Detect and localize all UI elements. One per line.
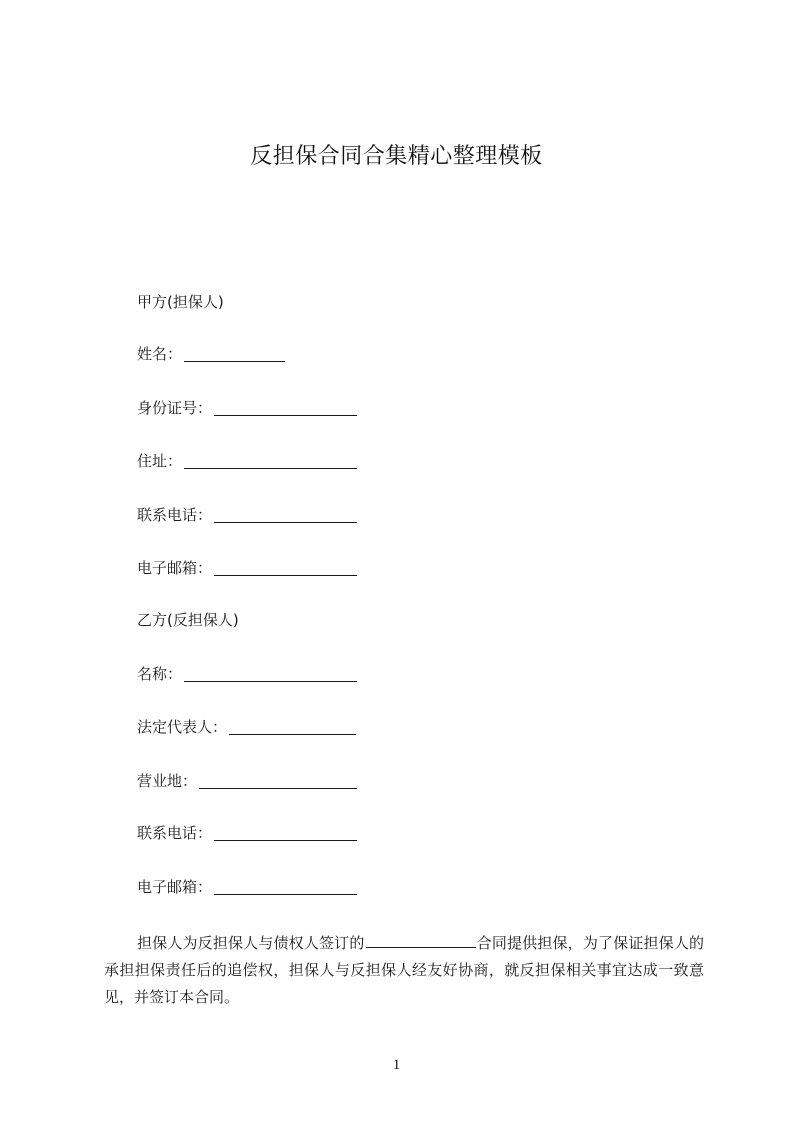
party-a-address-label: 住址： [137, 452, 183, 470]
party-a-address-blank[interactable] [184, 451, 357, 469]
party-a-phone-field [137, 504, 357, 526]
party-a-email-field [137, 557, 357, 579]
party-b-business-address-field [137, 770, 357, 792]
party-a-address-field [137, 450, 357, 472]
party-a-id-field [137, 397, 357, 419]
party-a-name-blank[interactable] [184, 344, 285, 362]
party-b-business-address-blank[interactable] [199, 771, 357, 789]
party-b-heading: 乙方(反担保人) [137, 611, 239, 629]
party-b-phone-blank[interactable] [214, 823, 357, 841]
party-b-business-address-label: 营业地： [137, 772, 198, 790]
party-b-representative-blank[interactable] [229, 717, 356, 735]
party-a-phone-blank[interactable] [214, 505, 357, 523]
party-a-name-field [137, 343, 285, 365]
contract-name-blank[interactable] [366, 932, 476, 948]
party-a-email-label: 电子邮箱： [137, 559, 213, 577]
party-b-name-field [137, 663, 357, 685]
party-a-name-label: 姓名： [137, 345, 183, 363]
preamble-part-2: 合同提供担保，为了保证担保人的承担担保责任后的追偿权，担保人与反担保人经友好协商，就反担保相关事宜达成一致意见，并签订本合同。 [104, 934, 704, 1006]
party-b-phone-field [137, 822, 357, 844]
party-b-name-label: 名称： [137, 665, 183, 683]
party-a-phone-label: 联系电话： [137, 506, 213, 524]
party-b-representative-label: 法定代表人： [137, 718, 228, 736]
party-a-id-label: 身份证号： [137, 399, 213, 417]
party-b-name-blank[interactable] [184, 664, 357, 682]
party-b-email-label: 电子邮箱： [137, 878, 213, 896]
preamble-part-1: 担保人为反担保人与债权人签订的 [137, 934, 365, 952]
party-b-phone-label: 联系电话： [137, 824, 213, 842]
party-b-email-blank[interactable] [214, 877, 357, 895]
document-title: 反担保合同合集精心整理模板 [250, 144, 543, 169]
contract-preamble [104, 930, 704, 1011]
party-b-representative-field [137, 716, 356, 738]
party-a-email-blank[interactable] [214, 558, 357, 576]
party-a-heading: 甲方(担保人) [137, 293, 224, 311]
party-a-id-blank[interactable] [214, 398, 357, 416]
party-b-email-field [137, 876, 357, 898]
page-number: 1 [392, 1057, 401, 1073]
